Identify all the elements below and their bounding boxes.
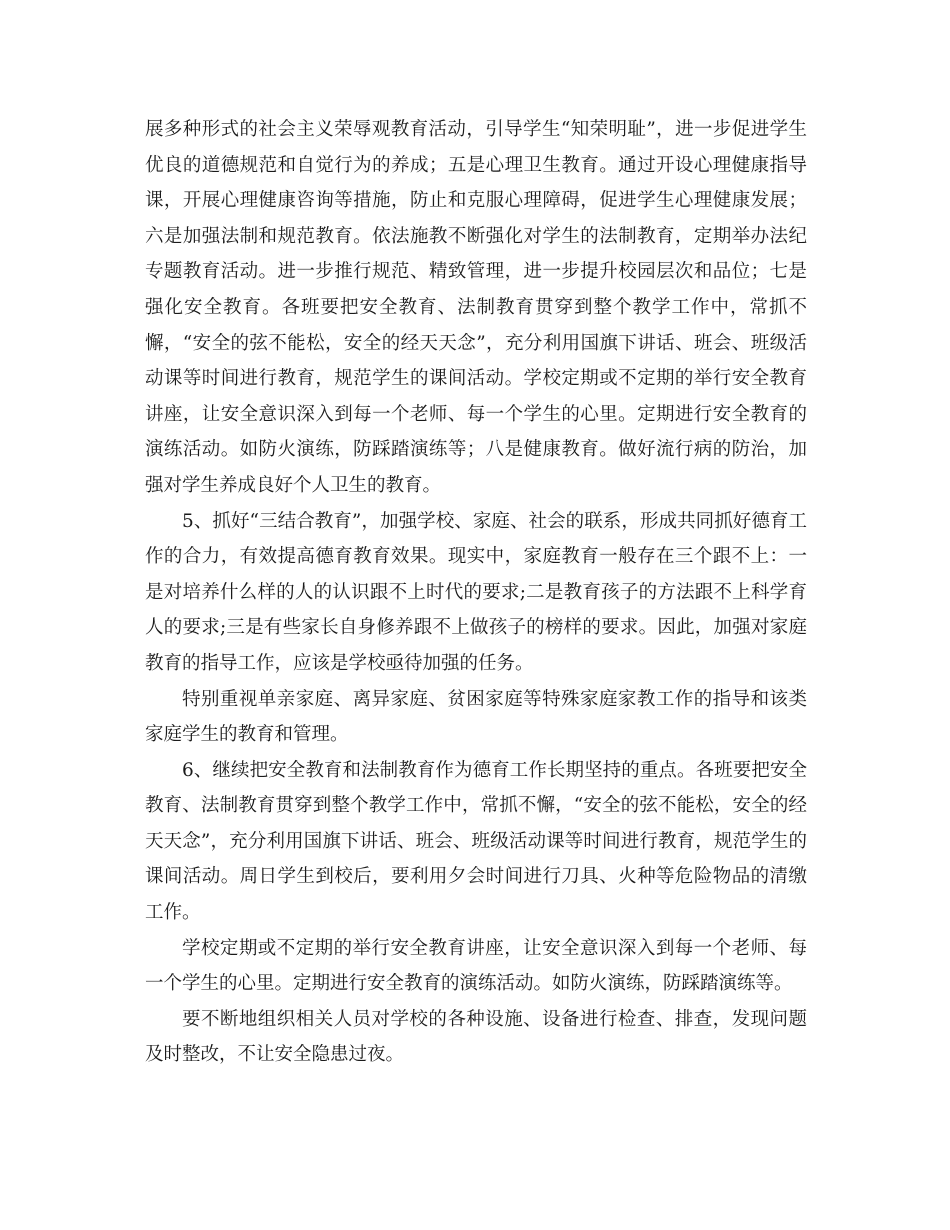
paragraph-special-families: 特别重视单亲家庭、离异家庭、贫困家庭等特殊家庭家教工作的指导和该类家庭学生的教育和管理。 — [145, 688, 807, 746]
document-body — [145, 112, 807, 1073]
paragraph-continuation: 展多种形式的社会主义荣辱观教育活动，引导学生“知荣明耻”，进一步促进学生优良的道德规范和自觉行为的养成；五是心理卫生教育。通过开设心理健康指导课，开展心理健康咨询等措施，防止和克服心理障碍，促进学生心理健康发展；六是加强法制和规范教育。依法施教不断强化对学生的法制教育，定期举办法纪专题教育活动。进一步推行规范、精致管理，进一步提升校园层次和品位；七是强化安全教育。各班要把安全教育、法制教育贯穿到整个教学工作中，常抓不懈，“安全的弦不能松，安全的经天天念”，充分利用国旗下讲话、班会、班级活动课等时间进行教育，规范学生的课间活动。学校定期或不定期的举行安全教育讲座，让安全意识深入到每一个老师、每一个学生的心里。定期进行安全教育的演练活动。如防火演练，防踩踏演练等；八是健康教育。做好流行病的防治，加强对学生养成良好个人卫生的教育。 — [145, 119, 807, 496]
paragraph-item-6: 6、继续把安全教育和法制教育作为德育工作长期坚持的重点。各班要把安全教育、法制教育贯穿到整个教学工作中，常抓不懈，“安全的弦不能松，安全的经天天念”，充分利用国旗下讲话、班会、班级活动课等时间进行教育，规范学生的课间活动。周日学生到校后，要利用夕会时间进行刀具、火种等危险物品的清缴工作。 — [145, 759, 807, 924]
paragraph-item-5: 5、抓好“三结合教育”，加强学校、家庭、社会的联系，形成共同抓好德育工作的合力，有效提高德育教育效果。现实中，家庭教育一般存在三个跟不上：一是对培养什么样的人的认识跟不上时代的要求;二是教育孩子的方法跟不上科学育人的要求;三是有些家长自身修养跟不上做孩子的榜样的要求。因此，加强对家庭教育的指导工作，应该是学校亟待加强的任务。 — [145, 510, 807, 674]
paragraph-safety-lectures: 学校定期或不定期的举行安全教育讲座，让安全意识深入到每一个老师、每一个学生的心里。定期进行安全教育的演练活动。如防火演练，防踩踏演练等。 — [145, 937, 807, 995]
paragraph-inspections: 要不断地组织相关人员对学校的各种设施、设备进行检查、排查，发现问题及时整改，不让安全隐患过夜。 — [145, 1008, 807, 1066]
